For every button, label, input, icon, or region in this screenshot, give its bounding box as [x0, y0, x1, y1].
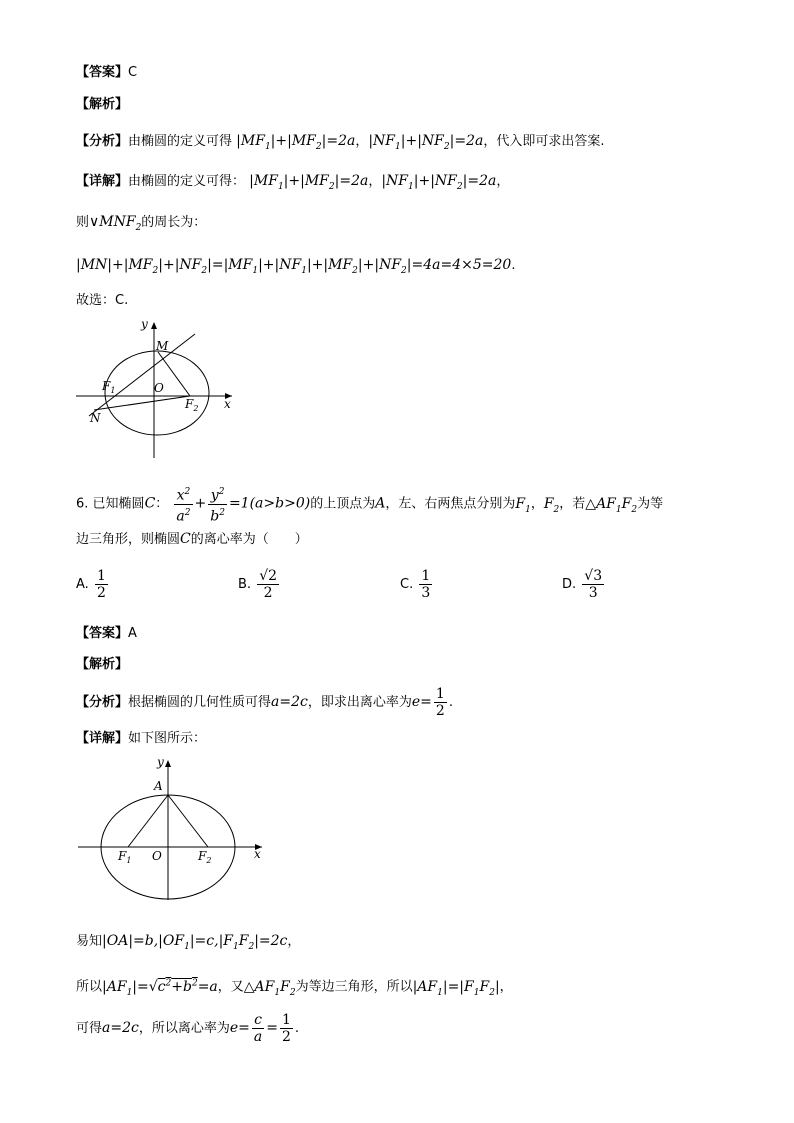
so-text-b: ，又	[217, 979, 244, 995]
formula: a=2c	[102, 1020, 139, 1036]
label-o: O	[154, 381, 164, 395]
fenxi-text-a: 根据椭圆的几何性质可得	[128, 695, 272, 710]
formula: $\vee MNF_2$	[89, 214, 142, 233]
segment-af1	[128, 795, 168, 847]
option-den: 2	[263, 585, 273, 601]
choose-text: 故选：C.	[76, 293, 129, 308]
so-line: 所以$|AF_1|=√c^2+b^2=a$，又$\triangle AF_1F_2$为等边三角形，所以$|AF_1|=|F_1F_2|$，	[76, 978, 513, 998]
y-axis-arrow-icon	[151, 322, 157, 329]
option-letter: A.	[76, 577, 89, 592]
fenxi-tag: 【分析】	[76, 134, 129, 149]
question-6-line-1: 6. 已知椭圆C： $\frac{x^2}{a^2}$ + $\frac{y^2}{b^2}$ =1(a>b>0)的上顶点为A，左、右两焦点分别为$F_1$，$F_2$，若$\triangle AF_1F_2$为等	[76, 484, 663, 524]
perimeter-text-a: 则	[76, 215, 90, 230]
xiangjie-line-2	[76, 730, 206, 748]
xiangjie-tag: 【详解】	[76, 731, 129, 746]
get-text-b: ，所以离心率为	[138, 1021, 230, 1036]
analysis-tag: 【解析】	[76, 657, 129, 672]
stem-line2: 边三角形，则椭圆	[76, 532, 181, 547]
option-letter: C.	[400, 577, 414, 592]
option-d[interactable]	[562, 568, 606, 601]
formula: C	[180, 531, 191, 547]
label-f1: $F_1$	[118, 849, 132, 865]
option-num: √3	[584, 568, 603, 584]
formula: A	[375, 495, 386, 512]
xiangjie-line-1: 【详解】由椭圆的定义可得： $|MF_1|+|MF_2|=2a$，$|NF_1|+|NF_2|=2a$，	[76, 173, 510, 192]
line-mn	[89, 334, 195, 416]
so-text-a: 所以	[76, 979, 103, 995]
formula: $|AF_1|=|F_1F_2|$	[412, 978, 500, 998]
label-x: x	[254, 847, 261, 861]
segment-af2	[168, 795, 208, 847]
answer-value: A	[128, 626, 137, 641]
segment-nf2	[94, 396, 190, 410]
fenxi-text-b: ，代入即可求出答案.	[483, 134, 605, 149]
label-f2: $F_2$	[185, 397, 199, 413]
xiangjie-text: 由椭圆的定义可得：	[128, 174, 246, 189]
get-text-a: 可得	[76, 1021, 103, 1036]
question-6-line-2	[76, 530, 308, 549]
answer-value: C	[128, 65, 138, 80]
fenxi-text-b: ，即求出离心率为	[307, 695, 412, 710]
option-den: 3	[421, 585, 431, 601]
answer-tag: 【答案】	[76, 65, 129, 80]
option-letter: D.	[562, 577, 577, 592]
perimeter-formula: $|MN|+|MF_2|+|NF_2|=|MF_1|+|NF_1|+|MF_2|+|NF_2|=4a=4\times 5=20$.	[76, 257, 516, 276]
label-y: y	[141, 317, 148, 331]
perimeter-line	[76, 213, 206, 237]
xiangjie-text: 如下图所示：	[128, 731, 207, 746]
label-o: O	[152, 849, 162, 863]
fenxi-line-1: 【分析】由椭圆的定义可得 $|MF_1|+|MF_2|=2a$，$|NF_1|+|NF_2|=2a$，代入即可求出答案.	[76, 133, 605, 152]
easy-text: 易知	[76, 934, 103, 949]
formula: $|OA|=b,|OF_1|=c,|F_1F_2|=2c$	[102, 933, 288, 952]
label-a: A	[154, 779, 163, 793]
label-x: x	[224, 397, 231, 411]
option-a[interactable]	[76, 568, 110, 601]
formula: $F_1$	[515, 495, 531, 515]
formula: C	[144, 495, 156, 512]
so-text-c: 为等边三角形，所以	[295, 979, 413, 995]
formula: $F_2$	[543, 495, 560, 515]
perimeter-text-b: 的周长为：	[141, 215, 207, 230]
option-num: √2	[259, 568, 278, 584]
formula: a=2c	[271, 694, 308, 710]
analysis-tag: 【解析】	[76, 97, 129, 112]
option-den: 2	[96, 585, 106, 601]
answer-line-2	[76, 625, 137, 643]
formula: $|NF_1|+|NF_2|=2a$	[381, 173, 497, 192]
option-num: 1	[96, 568, 106, 584]
formula: $|NF_1|+|NF_2|=2a$	[368, 133, 484, 152]
y-axis-arrow-icon	[165, 760, 171, 767]
formula: $\triangle AF_1F_2$	[585, 495, 638, 515]
stem-c: ，左、右两焦点分别为	[385, 496, 516, 512]
ellipse-figure-1	[70, 312, 250, 462]
label-n: N	[90, 411, 101, 425]
formula: $|MF_1|+|MF_2|=2a$	[236, 133, 356, 152]
xiangjie-tag: 【详解】	[76, 174, 129, 189]
label-m: M	[156, 339, 169, 353]
option-num: 1	[421, 568, 431, 584]
easy-line: 易知$|OA|=b,|OF_1|=c,|F_1F_2|=2c$，	[76, 933, 301, 952]
formula: $|MF_1|+|MF_2|=2a$	[249, 173, 369, 192]
fenxi-line-2: 【分析】根据椭圆的几何性质可得a=2c，即求出离心率为e= $\frac{1}{2}$ .	[76, 686, 453, 719]
answer-tag: 【答案】	[76, 626, 129, 641]
label-f2: $F_2$	[198, 849, 212, 865]
stem-e: 为等	[637, 496, 664, 512]
formula: $|MN|+|MF_2|+|NF_2|=|MF_1|+|NF_1|+|MF_2|+|NF_2|=4a=4\times 5=20$	[76, 257, 512, 276]
get-line: 可得a=2c，所以离心率为e= $\frac{c}{a}$ = $\frac{1}{2}$ .	[76, 1012, 300, 1045]
fenxi-tag: 【分析】	[76, 695, 129, 710]
label-y: y	[157, 755, 164, 769]
choose-line	[76, 292, 128, 310]
question-number: 6.	[76, 496, 89, 512]
formula: $|AF_1|=√c^2+b^2=a$	[102, 978, 218, 998]
answer-line-1	[76, 64, 137, 82]
option-den: 3	[588, 585, 598, 601]
analysis-tag-2	[76, 656, 128, 674]
stem-a: 已知椭圆	[92, 496, 145, 512]
option-c[interactable]	[400, 568, 434, 601]
ellipse-figure-2	[70, 752, 270, 902]
stem-d: ，若	[559, 496, 586, 512]
option-letter: B.	[238, 577, 252, 592]
analysis-tag-1	[76, 96, 128, 114]
stem-b: 的上顶点为	[310, 496, 376, 512]
option-b[interactable]	[238, 568, 281, 601]
stem-line2-b: 的离心率为（ ）	[190, 532, 308, 547]
formula: $\triangle AF_1F_2$	[243, 978, 296, 998]
fenxi-text-a: 由椭圆的定义可得	[128, 134, 233, 149]
label-f1: $F_1$	[102, 379, 116, 395]
